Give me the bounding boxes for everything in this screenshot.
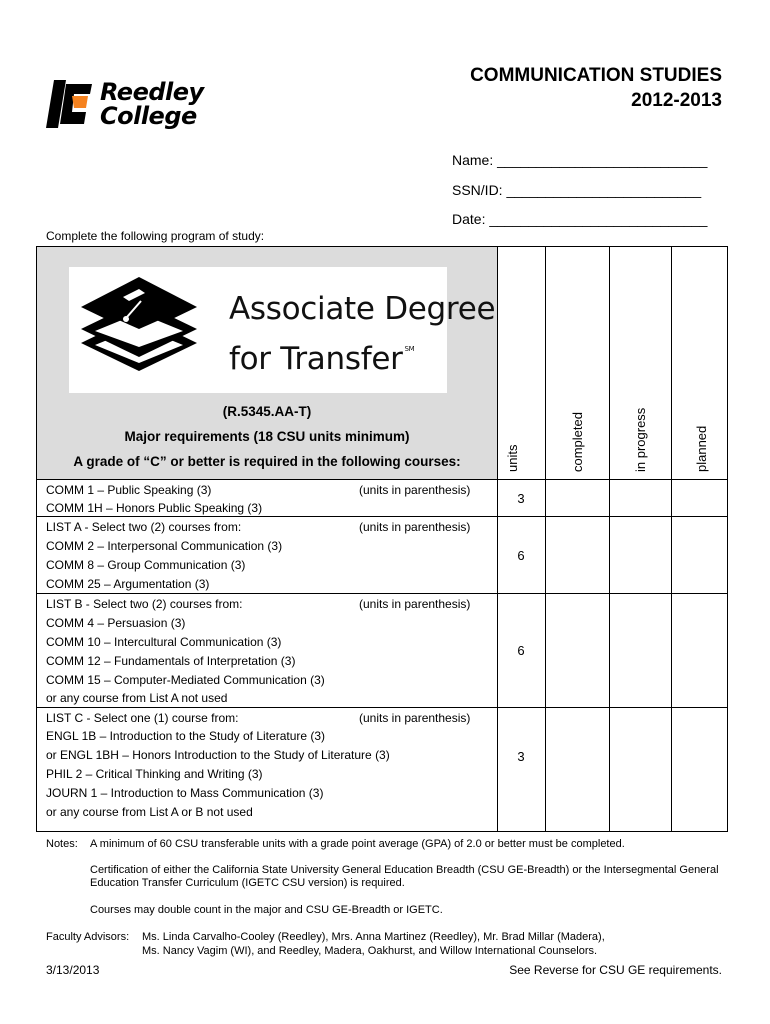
- divider-units: [497, 247, 498, 831]
- col-header-completed: completed: [570, 412, 585, 472]
- program-of-study-table: [36, 246, 728, 832]
- note-item: Certification of either the California State University General Education Breadth (CSU GE-Breadth) or the Intersegmental General Education Transfer Curriculum (IGETC CSU version) is required.: [90, 864, 719, 889]
- units-note: (units in parenthesis): [359, 520, 471, 534]
- course-line: COMM 12 – Fundamentals of Interpretation (3): [46, 654, 296, 668]
- notes-label: Notes:: [46, 838, 78, 850]
- course-line: PHIL 2 – Critical Thinking and Writing (3): [46, 767, 263, 781]
- block-units: 3: [517, 749, 525, 764]
- title-year: 2012-2013: [631, 90, 722, 111]
- note-item: Courses may double count in the major and CSU GE-Breadth or IGETC.: [90, 904, 443, 916]
- course-line: COMM 15 – Computer-Mediated Communication (3): [46, 673, 325, 687]
- course-line: COMM 4 – Persuasion (3): [46, 616, 186, 630]
- col-header-planned: planned: [694, 425, 709, 472]
- course-line: COMM 25 – Argumentation (3): [46, 577, 210, 591]
- course-line: COMM 2 – Interpersonal Communication (3): [46, 539, 283, 553]
- program-instruction: Complete the following program of study:: [46, 229, 265, 243]
- see-reverse-note: See Reverse for CSU GE requirements.: [509, 963, 722, 977]
- title-program: COMMUNICATION STUDIES: [470, 65, 722, 86]
- course-line: COMM 1 – Public Speaking (3): [46, 483, 212, 497]
- course-line: LIST A - Select two (2) courses from:: [46, 520, 242, 534]
- units-note: (units in parenthesis): [359, 711, 471, 725]
- service-mark: SM: [404, 345, 415, 353]
- graduation-cap-icon: [79, 275, 199, 385]
- course-line: COMM 1H – Honors Public Speaking (3): [46, 501, 263, 515]
- logo-line-1: Reedley: [100, 78, 204, 106]
- major-requirements-heading: Major requirements (18 CSU units minimum): [124, 429, 410, 444]
- note-item: A minimum of 60 CSU transferable units with a grade point average (GPA) of 2.0 or better must be completed.: [90, 838, 625, 850]
- course-line: JOURN 1 – Introduction to Mass Communication (3): [46, 786, 324, 800]
- course-line: COMM 10 – Intercultural Communication (3): [46, 635, 282, 649]
- header-bottom-rule: [37, 479, 727, 480]
- logo-line-2: College: [100, 102, 197, 130]
- page-title: [380, 63, 722, 113]
- divider-in-progress: [609, 247, 610, 831]
- course-line: ENGL 1B – Introduction to the Study of Literature (3): [46, 729, 326, 743]
- reedley-college-emblem-icon: [44, 78, 94, 130]
- course-line: or ENGL 1BH – Honors Introduction to the Study of Literature (3): [46, 748, 390, 762]
- course-line: or any course from List A not used: [46, 691, 228, 705]
- course-line: or any course from List A or B not used: [46, 805, 253, 819]
- adt-badge-text: [229, 289, 495, 379]
- faculty-advisors-line-1: Ms. Linda Carvalho-Cooley (Reedley), Mrs. Anna Martinez (Reedley), Mr. Brad Millar (Madera),: [142, 931, 605, 943]
- ssn-id-field[interactable]: SSN/ID: _________________________: [452, 182, 702, 198]
- reedley-college-logo: [44, 78, 249, 130]
- col-header-in-progress: in progress: [633, 407, 648, 472]
- col-header-units: units: [505, 444, 520, 472]
- units-note: (units in parenthesis): [359, 483, 471, 497]
- block-units: 3: [517, 491, 525, 506]
- grade-requirement-note: A grade of “C” or better is required in the following courses:: [73, 454, 461, 469]
- divider-completed: [545, 247, 546, 831]
- course-line: LIST C - Select one (1) course from:: [46, 711, 239, 725]
- adt-line-1: Associate Degree: [229, 291, 496, 327]
- units-note: (units in parenthesis): [359, 597, 471, 611]
- divider-planned: [671, 247, 672, 831]
- date-field[interactable]: Date: ____________________________: [452, 211, 708, 227]
- course-line: COMM 8 – Group Communication (3): [46, 558, 246, 572]
- course-line: LIST B - Select two (2) courses from:: [46, 597, 243, 611]
- block-units: 6: [517, 643, 525, 658]
- revision-date: 3/13/2013: [46, 963, 100, 977]
- program-code: (R.5345.AA-T): [222, 404, 312, 419]
- faculty-advisors-line-2: Ms. Nancy Vagim (WI), and Reedley, Madera, Oakhurst, and Willow International Counselors.: [142, 945, 598, 957]
- block-units: 6: [517, 548, 525, 563]
- name-field[interactable]: Name: ___________________________: [452, 152, 708, 168]
- faculty-advisors-label: Faculty Advisors:: [46, 931, 130, 943]
- adt-badge: [69, 267, 496, 393]
- adt-line-2: for Transfer ℠: [229, 341, 415, 377]
